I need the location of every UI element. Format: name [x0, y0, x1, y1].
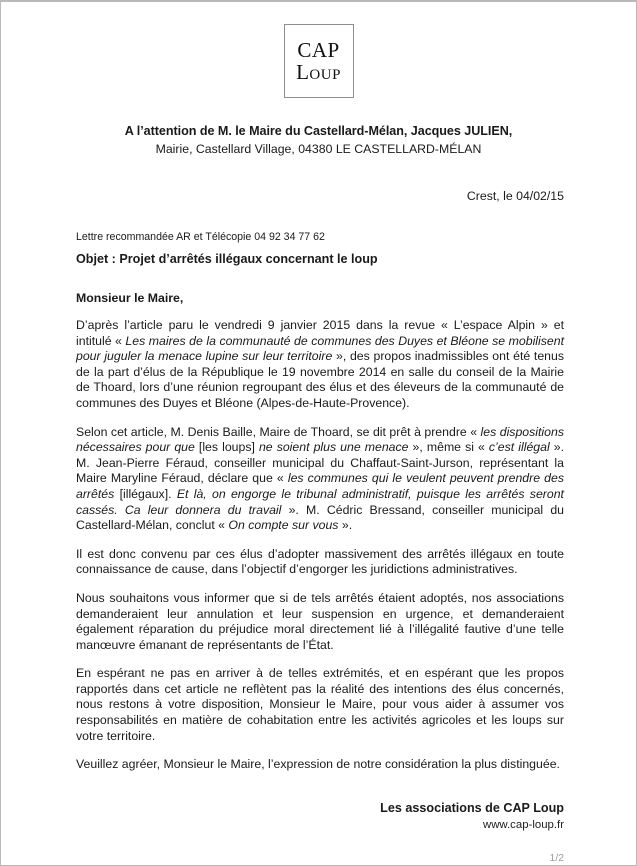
p2-segment-10-italic: Et là, on engorge le tribunal administratif, puisque les arrêtés seront cassés. Ca leur donnera du travail: [76, 486, 564, 517]
p1-segment-2-italic: Les maires de la communauté de communes des Duyes et Bléone se mobilisent pour juguler la menace lupine sur leur territoire: [76, 333, 565, 364]
paragraph-6: Veuillez agréer, Monsieur le Maire, l’expression de notre considération la plus distinguée.: [76, 757, 560, 772]
p2-segment-8-italic: les communes qui le veulent peuvent prendre des arrêtés: [76, 471, 564, 501]
signature-name: Les associations de CAP Loup: [380, 800, 564, 815]
logo-area: [1, 2, 636, 98]
p2-segment-2-italic: les dispositions nécessaires pour que: [76, 424, 564, 455]
reference-line: Lettre recommandée AR et Télécopie 04 92 34 77 62: [76, 231, 325, 243]
date-line: Crest, le 04/02/15: [466, 189, 564, 203]
p2-segment-11: ». M. Cédric Bressand, conseiller municipal du Castellard-Mélan, conclut «: [76, 502, 565, 533]
p2-segment-13: ».: [338, 518, 353, 533]
addressee-address: Mairie, Castellard Village, 04380 LE CASTELLARD-MÉLAN: [155, 142, 482, 156]
p2-segment-5: », même si «: [408, 440, 489, 455]
p2-segment-1: Selon cet article, M. Denis Baille, Maire de Thoard, se dit prêt à prendre «: [76, 424, 481, 439]
p1-segment-1: D’après l’article paru le vendredi 9 janvier 2015 dans la revue « L’espace Alpin » et intitulé «: [76, 318, 564, 348]
signature-block: [76, 800, 564, 833]
page-number: 1/2: [549, 852, 564, 864]
signature-website: www.cap-loup.fr: [482, 818, 564, 831]
logo-line-cap: CAP: [297, 38, 340, 62]
paragraph-4: Nous souhaitons vous informer que si de tels arrêtés étaient adoptés, nos associations demanderaient leur annulation et leur suspension en urgence, et demanderaient également réparation du préjudice moral directement lié à l’illégalité fautive d’une telle manœuvre émanant de représentants de l’État.: [76, 590, 564, 652]
letter-body-column: [76, 189, 564, 864]
p2-segment-7: ». M. Jean-Pierre Féraud, conseiller municipal du Chaffaut-Saint-Jurson, représentant la Maire Maryline Féraud, déclare que «: [76, 440, 564, 486]
page-content: [1, 2, 636, 865]
addressee-block: [1, 123, 636, 158]
p1-segment-3: », des propos inadmissibles ont été tenus de la part d’élus de la République le 19 novembre 2014 en salle du conseil de la Mairie de Thoard, lors d’une réunion regroupant des élus et des éleveurs de la communauté de communes des Duyes et Bléone (Alpes-de-Haute-Provence).: [76, 349, 564, 410]
subject-line: Objet : Projet d’arrêtés illégaux concernant le loup: [76, 252, 378, 266]
salutation: Monsieur le Maire,: [76, 291, 184, 305]
p2-segment-9-bracket: [illégaux].: [114, 486, 177, 501]
p2-segment-3-bracket: [les loups]: [194, 440, 259, 455]
p2-segment-12-italic: On compte sur vous: [228, 518, 339, 533]
paragraph-2: [76, 425, 564, 534]
paragraph-3: Il est donc convenu par ces élus d’adopter massivement des arrêtés illégaux en toute connaissance de cause, dans l’objectif d’engorger les juridictions administratives.: [76, 546, 564, 577]
logo-line-loup: Loup: [296, 60, 341, 84]
paragraph-5: En espérant ne pas en arriver à de telles extrémités, et en espérant que les propos rapportés dans cet article ne reflètent pas la réalité des intentions des élus concernés, nous restons à votre disposition, Monsieur le Maire, pour vous aider à assumer vos responsabilités en matière de cohabitation entre les activités agricoles et les loups sur votre territoire.: [76, 666, 564, 743]
addressee-name: A l’attention de M. le Maire du Castellard-Mélan, Jacques JULIEN,: [124, 124, 513, 138]
p2-segment-6-italic: c’est illégal: [488, 440, 550, 455]
cap-loup-logo: [284, 24, 354, 98]
paragraph-1: [76, 318, 564, 412]
p2-segment-4-italic: ne soient plus une menace: [258, 440, 409, 455]
